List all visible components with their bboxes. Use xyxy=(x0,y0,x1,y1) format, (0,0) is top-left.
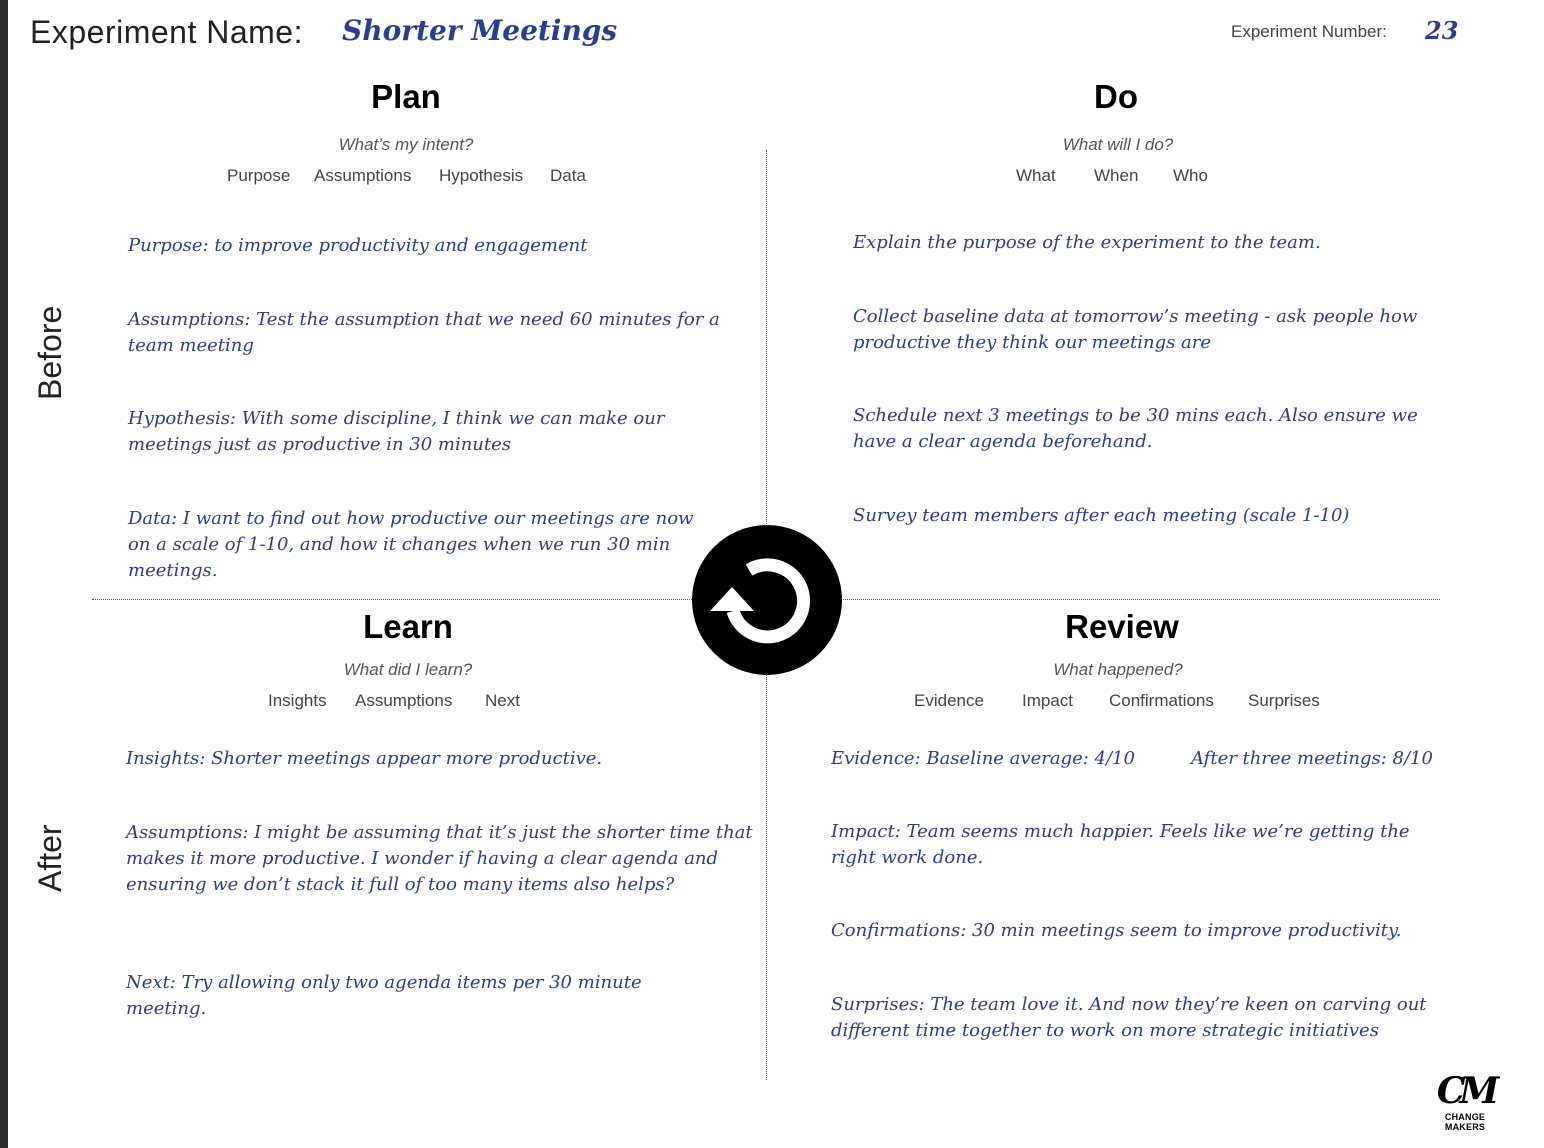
review-note-impact: Impact: Team seems much happier. Feels like we’re getting the right work done. xyxy=(831,821,1410,868)
review-note-evidence-after: After three meetings: 8/10 xyxy=(1191,748,1433,769)
do-tag-when: When xyxy=(1094,166,1139,185)
cycle-icon xyxy=(692,525,842,675)
plan-note-assumptions: Assumptions: Test the assumption that we need 60 minutes for a team meeting xyxy=(128,309,720,356)
before-label: Before xyxy=(32,305,68,400)
review-subtitle: What happened? xyxy=(1053,660,1183,679)
after-label: After xyxy=(32,824,68,892)
review-tag-surprises: Surprises xyxy=(1248,691,1320,710)
review-tag-confirmations: Confirmations xyxy=(1109,691,1214,710)
plan-note-purpose: Purpose: to improve productivity and engagement xyxy=(128,235,588,256)
learn-note-assumptions: Assumptions: I might be assuming that it’s just the shorter time that makes it more productive. I wonder if having a clear agenda and ensuring we don’t stack it full of too many items also helps? xyxy=(126,822,753,895)
plan-tag-assumptions: Assumptions xyxy=(314,166,412,185)
plan-tag-hypothesis: Hypothesis xyxy=(439,166,524,185)
do-note-survey: Survey team members after each meeting (scale 1-10) xyxy=(853,505,1350,526)
learn-title: Learn xyxy=(363,608,453,645)
plan-subtitle: What’s my intent? xyxy=(338,135,474,154)
left-edge-strip xyxy=(0,0,8,1148)
learn-note-next: Next: Try allowing only two agenda items per 30 minute meeting. xyxy=(126,972,642,1019)
logo-text: CHANGE MAKERS xyxy=(1444,1112,1486,1132)
learn-subtitle: What did I learn? xyxy=(343,660,473,679)
learn-tags xyxy=(268,691,520,711)
change-makers-logo xyxy=(1424,1070,1506,1130)
do-title: Do xyxy=(1094,78,1138,115)
do-note-explain: Explain the purpose of the experiment to the team. xyxy=(853,232,1321,253)
plan-note-hypothesis: Hypothesis: With some discipline, I think we can make our meetings just as productive in 30 minutes xyxy=(128,408,665,455)
do-note-baseline: Collect baseline data at tomorrow’s meeting - ask people how productive they think our meetings are xyxy=(853,306,1418,353)
review-tag-evidence: Evidence xyxy=(914,691,984,710)
do-subtitle: What will I do? xyxy=(1062,135,1174,154)
review-title: Review xyxy=(1065,608,1179,645)
do-tag-what: What xyxy=(1016,166,1056,185)
plan-tag-purpose: Purpose xyxy=(227,166,291,185)
do-tags xyxy=(1016,166,1208,186)
experiment-number-label: Experiment Number: xyxy=(1231,22,1387,41)
review-tags xyxy=(914,691,1320,711)
learn-tag-next: Next xyxy=(485,691,520,710)
do-tag-who: Who xyxy=(1173,166,1208,185)
plan-tag-data: Data xyxy=(550,166,586,185)
experiment-name-value: Shorter Meetings xyxy=(342,14,618,47)
review-note-evidence: Evidence: Baseline average: 4/10 xyxy=(831,748,1135,769)
learn-note-insights: Insights: Shorter meetings appear more productive. xyxy=(126,748,603,769)
experiment-number-value: 23 xyxy=(1425,16,1459,45)
plan-title: Plan xyxy=(371,78,441,115)
plan-tags xyxy=(227,166,586,186)
plan-note-data: Data: I want to find out how productive our meetings are now on a scale of 1-10, and how it changes when we run 30 min meetings. xyxy=(128,508,694,581)
review-tag-impact: Impact xyxy=(1022,691,1074,710)
review-note-confirmations: Confirmations: 30 min meetings seem to improve productivity. xyxy=(831,920,1402,941)
learn-tag-insights: Insights xyxy=(268,691,327,710)
experiment-name-label: Experiment Name: xyxy=(30,14,303,50)
learn-tag-assumptions: Assumptions xyxy=(355,691,453,710)
do-note-schedule: Schedule next 3 meetings to be 30 mins each. Also ensure we have a clear agenda beforehand. xyxy=(853,405,1418,452)
review-note-surprises: Surprises: The team love it. And now they’re keen on carving out different time together to work on more strategic initiatives xyxy=(831,994,1427,1041)
logo-mark: CM xyxy=(1436,1070,1494,1112)
